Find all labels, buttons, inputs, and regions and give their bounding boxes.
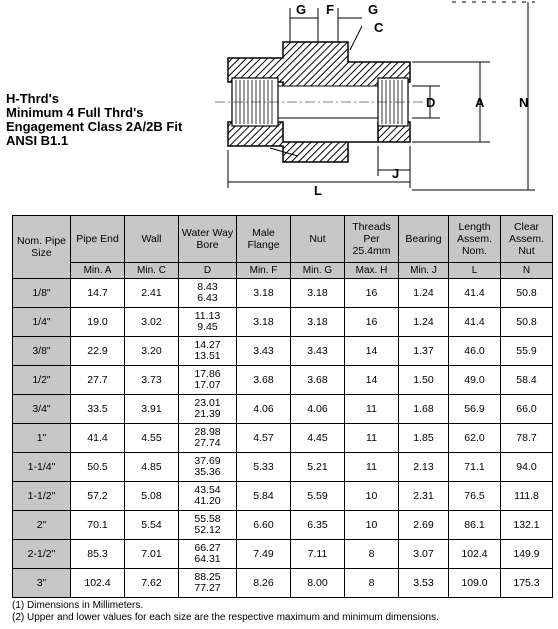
cell-size: 1-1/2" xyxy=(13,482,71,511)
cell-bore xyxy=(179,511,237,540)
cell-g: 3.18 xyxy=(291,308,345,337)
cell-l: 86.1 xyxy=(449,511,501,540)
column-subheader: Min. A xyxy=(71,263,125,279)
cell-size: 1/4" xyxy=(13,308,71,337)
cell-size: 1/2" xyxy=(13,366,71,395)
cell-j: 2.31 xyxy=(399,482,449,511)
cell-h: 10 xyxy=(345,482,399,511)
cell-bore xyxy=(179,424,237,453)
column-header: Wall xyxy=(125,216,179,263)
cell-j: 3.53 xyxy=(399,569,449,598)
cell-f: 6.60 xyxy=(237,511,291,540)
column-subheader: Min. G xyxy=(291,263,345,279)
cell-j: 1.68 xyxy=(399,395,449,424)
cell-g: 3.18 xyxy=(291,279,345,308)
cell-c: 3.02 xyxy=(125,308,179,337)
cell-f: 3.68 xyxy=(237,366,291,395)
spec-line: H-Thrd's xyxy=(6,91,59,106)
cell-j: 1.85 xyxy=(399,424,449,453)
cell-l: 46.0 xyxy=(449,337,501,366)
cell-g: 3.68 xyxy=(291,366,345,395)
bore-max: 37.69 xyxy=(194,455,221,467)
cell-f: 7.49 xyxy=(237,540,291,569)
cell-n: 66.0 xyxy=(501,395,553,424)
cell-n: 94.0 xyxy=(501,453,553,482)
cell-size: 1/8" xyxy=(13,279,71,308)
cell-j: 1.50 xyxy=(399,366,449,395)
cell-a: 22.9 xyxy=(71,337,125,366)
cell-size: 2" xyxy=(13,511,71,540)
cell-h: 16 xyxy=(345,308,399,337)
cell-l: 109.0 xyxy=(449,569,501,598)
column-header: Nom. Pipe Size xyxy=(13,216,71,279)
cell-a: 102.4 xyxy=(71,569,125,598)
footnote: (2) Upper and lower values for each size are the respective maximum and minimum dimensions. xyxy=(12,612,439,623)
cell-h: 14 xyxy=(345,366,399,395)
cell-l: 56.9 xyxy=(449,395,501,424)
cell-h: 11 xyxy=(345,395,399,424)
label-g-right: G xyxy=(368,2,379,17)
cell-bore xyxy=(179,569,237,598)
cell-bore xyxy=(179,540,237,569)
column-subheader: Min. J xyxy=(399,263,449,279)
cell-a: 14.7 xyxy=(71,279,125,308)
column-header: Threads Per 25.4mm xyxy=(345,216,399,263)
column-header: Male Flange xyxy=(237,216,291,263)
cell-h: 8 xyxy=(345,569,399,598)
cell-n: 55.9 xyxy=(501,337,553,366)
cell-g: 4.45 xyxy=(291,424,345,453)
cell-j: 2.13 xyxy=(399,453,449,482)
table-row xyxy=(13,453,553,482)
cell-l: 41.4 xyxy=(449,308,501,337)
footnotes xyxy=(12,600,439,624)
bore-min: 64.31 xyxy=(194,553,221,565)
cell-c: 7.62 xyxy=(125,569,179,598)
table-row xyxy=(13,337,553,366)
cell-f: 5.84 xyxy=(237,482,291,511)
table-row xyxy=(13,308,553,337)
bore-min: 13.51 xyxy=(194,350,221,362)
bore-min: 9.45 xyxy=(197,321,218,333)
bore-max: 17.86 xyxy=(194,368,221,380)
cell-f: 4.06 xyxy=(237,395,291,424)
cell-c: 2.41 xyxy=(125,279,179,308)
cell-bore xyxy=(179,453,237,482)
column-subheader: D xyxy=(179,263,237,279)
cell-a: 57.2 xyxy=(71,482,125,511)
cell-bore xyxy=(179,482,237,511)
cell-g: 5.59 xyxy=(291,482,345,511)
column-subheader: Min. C xyxy=(125,263,179,279)
cell-g: 5.21 xyxy=(291,453,345,482)
bore-max: 14.27 xyxy=(194,339,221,351)
cell-l: 102.4 xyxy=(449,540,501,569)
cell-c: 7.01 xyxy=(125,540,179,569)
cell-f: 5.33 xyxy=(237,453,291,482)
label-g-left: G xyxy=(296,2,307,17)
bore-max: 66.27 xyxy=(194,542,221,554)
column-header: Pipe End xyxy=(71,216,125,263)
column-header: Bearing xyxy=(399,216,449,263)
cell-h: 10 xyxy=(345,511,399,540)
table-row xyxy=(13,569,553,598)
cell-n: 50.8 xyxy=(501,279,553,308)
cell-h: 8 xyxy=(345,540,399,569)
cell-f: 3.18 xyxy=(237,279,291,308)
table-row xyxy=(13,540,553,569)
spec-line: Engagement Class 2A/2B Fit xyxy=(6,119,183,134)
cell-f: 3.18 xyxy=(237,308,291,337)
cell-n: 50.8 xyxy=(501,308,553,337)
bore-min: 41.20 xyxy=(194,495,221,507)
cell-size: 2-1/2" xyxy=(13,540,71,569)
cell-g: 8.00 xyxy=(291,569,345,598)
bore-min: 52.12 xyxy=(194,524,221,536)
cell-c: 3.91 xyxy=(125,395,179,424)
cell-j: 1.24 xyxy=(399,308,449,337)
bore-min: 35.36 xyxy=(194,466,221,478)
column-subheader: L xyxy=(449,263,501,279)
cell-c: 4.55 xyxy=(125,424,179,453)
cell-size: 1-1/4" xyxy=(13,453,71,482)
cell-bore xyxy=(179,395,237,424)
cell-a: 41.4 xyxy=(71,424,125,453)
cell-bore xyxy=(179,337,237,366)
cell-c: 5.08 xyxy=(125,482,179,511)
label-f: F xyxy=(326,2,334,17)
cell-c: 3.20 xyxy=(125,337,179,366)
cell-g: 4.06 xyxy=(291,395,345,424)
cell-c: 3.73 xyxy=(125,366,179,395)
column-header: Water Way Bore xyxy=(179,216,237,263)
bore-min: 6.43 xyxy=(197,292,218,304)
dimensions-table xyxy=(12,215,553,598)
cell-l: 62.0 xyxy=(449,424,501,453)
cell-bore xyxy=(179,366,237,395)
spec-line: Minimum 4 Full Thrd's xyxy=(6,105,144,120)
column-header: Clear Assem. Nut xyxy=(501,216,553,263)
cell-n: 149.9 xyxy=(501,540,553,569)
cell-size: 1" xyxy=(13,424,71,453)
label-j: J xyxy=(392,166,400,181)
bore-max: 23.01 xyxy=(194,397,221,409)
column-subheader: Max. H xyxy=(345,263,399,279)
cell-bore xyxy=(179,308,237,337)
column-header: Nut xyxy=(291,216,345,263)
bore-min: 77.27 xyxy=(194,582,221,594)
cell-j: 3.07 xyxy=(399,540,449,569)
label-l: L xyxy=(314,183,322,198)
footnote: (1) Dimensions in Millimeters. xyxy=(12,600,144,611)
cell-h: 14 xyxy=(345,337,399,366)
cell-a: 27.7 xyxy=(71,366,125,395)
cell-n: 111.8 xyxy=(501,482,553,511)
cell-f: 8.26 xyxy=(237,569,291,598)
lower-body-section xyxy=(228,122,410,162)
cell-f: 4.57 xyxy=(237,424,291,453)
cell-n: 58.4 xyxy=(501,366,553,395)
thread-spec-note xyxy=(6,92,182,148)
cell-n: 132.1 xyxy=(501,511,553,540)
cell-l: 76.5 xyxy=(449,482,501,511)
cell-a: 19.0 xyxy=(71,308,125,337)
cell-size: 3/4" xyxy=(13,395,71,424)
bore-max: 43.54 xyxy=(194,484,221,496)
cell-a: 70.1 xyxy=(71,511,125,540)
table-row xyxy=(13,424,553,453)
cell-a: 50.5 xyxy=(71,453,125,482)
bore-min: 17.07 xyxy=(194,379,221,391)
table-row xyxy=(13,482,553,511)
cell-n: 175.3 xyxy=(501,569,553,598)
cell-l: 49.0 xyxy=(449,366,501,395)
label-a: A xyxy=(475,95,485,110)
cell-h: 16 xyxy=(345,279,399,308)
cell-g: 6.35 xyxy=(291,511,345,540)
cell-j: 1.37 xyxy=(399,337,449,366)
column-header: Length Assem. Nom. xyxy=(449,216,501,263)
bore-max: 8.43 xyxy=(197,281,218,293)
cell-size: 3" xyxy=(13,569,71,598)
column-subheader: N xyxy=(501,263,553,279)
label-c: C xyxy=(374,20,384,35)
cell-n: 78.7 xyxy=(501,424,553,453)
cell-size: 3/8" xyxy=(13,337,71,366)
table-row xyxy=(13,395,553,424)
cell-c: 5.54 xyxy=(125,511,179,540)
cell-l: 41.4 xyxy=(449,279,501,308)
cell-c: 4.85 xyxy=(125,453,179,482)
bore-min: 27.74 xyxy=(194,437,221,449)
cell-j: 1.24 xyxy=(399,279,449,308)
bore-max: 28.98 xyxy=(194,426,221,438)
cell-a: 33.5 xyxy=(71,395,125,424)
cell-f: 3.43 xyxy=(237,337,291,366)
cell-a: 85.3 xyxy=(71,540,125,569)
cell-j: 2.69 xyxy=(399,511,449,540)
spec-line: ANSI B1.1 xyxy=(6,133,69,148)
label-d: D xyxy=(426,95,436,110)
cell-h: 11 xyxy=(345,453,399,482)
column-subheader: Min. F xyxy=(237,263,291,279)
table-row xyxy=(13,279,553,308)
cell-bore xyxy=(179,279,237,308)
bore-max: 88.25 xyxy=(194,571,221,583)
bore-max: 55.58 xyxy=(194,513,221,525)
table-row xyxy=(13,366,553,395)
label-n: N xyxy=(519,95,529,110)
cell-h: 11 xyxy=(345,424,399,453)
cell-l: 71.1 xyxy=(449,453,501,482)
cell-g: 3.43 xyxy=(291,337,345,366)
bore-min: 21.39 xyxy=(194,408,221,420)
bore-max: 11.13 xyxy=(194,310,221,322)
table-row xyxy=(13,511,553,540)
cell-g: 7.11 xyxy=(291,540,345,569)
